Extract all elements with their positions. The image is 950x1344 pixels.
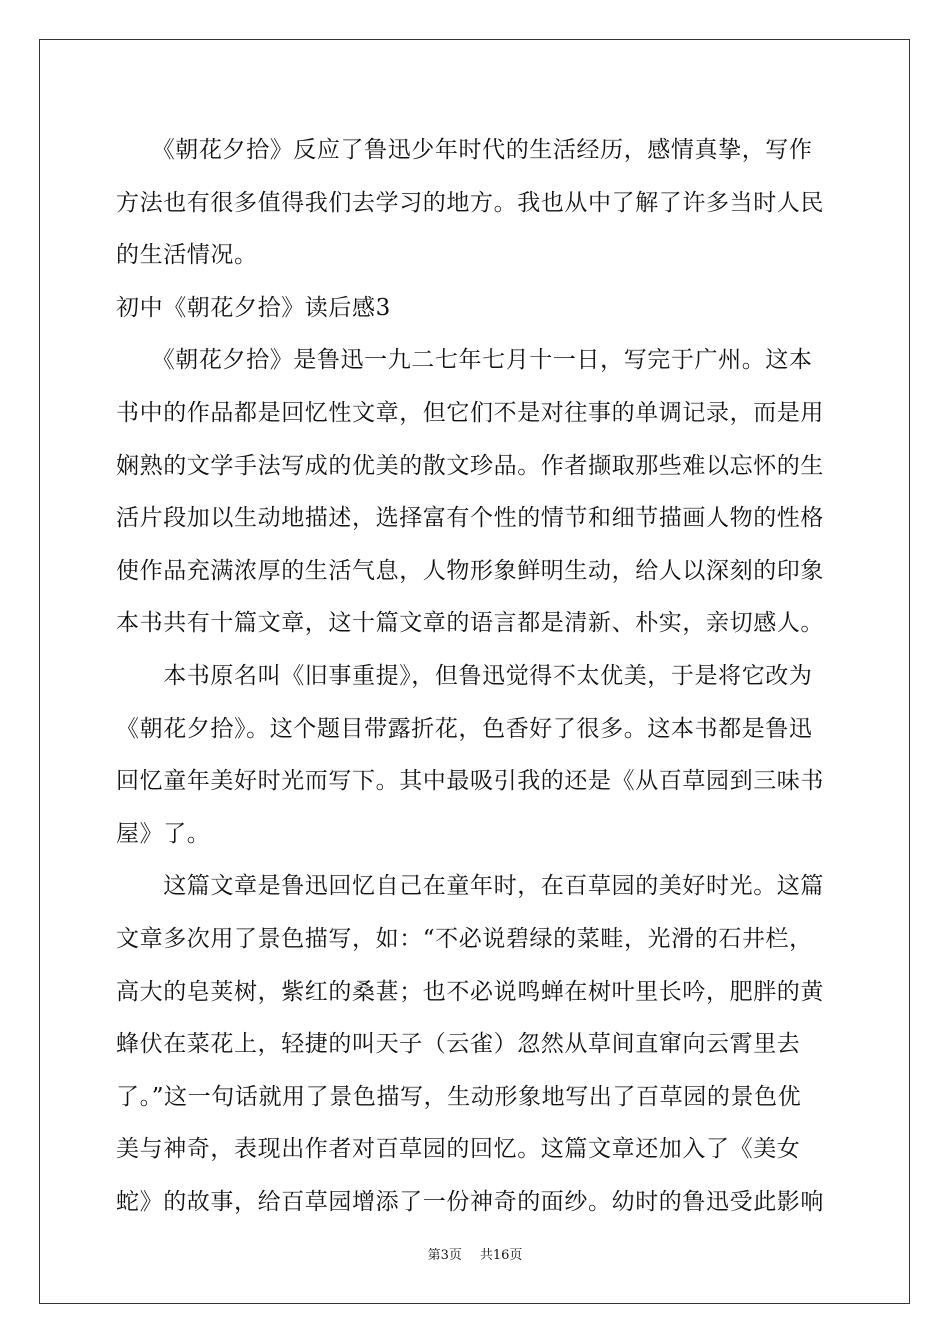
text-line: 蛇》的故事，给百草园增添了一份神奇的面纱。幼时的鲁迅受此影响	[116, 1188, 824, 1215]
text-line: 回忆童年美好时光而写下。其中最吸引我的还是《从百草园到三味书	[116, 768, 824, 795]
page-total: 共16页	[479, 1248, 523, 1263]
text-line: 屋》了。	[116, 820, 211, 847]
text-line: 方法也有很多值得我们去学习的地方。我也从中了解了许多当时人民	[116, 189, 824, 216]
text-line: 使作品充满浓厚的生活气息，人物形象鲜明生动，给人以深刻的印象	[116, 557, 824, 584]
text-line: 《朝花夕拾》反应了鲁迅少年时代的生活经历，感情真挚，写作	[116, 137, 813, 163]
text-line: 高大的皂荚树，紫红的桑葚；也不必说鸣蝉在树叶里长吟，肥胖的黄	[116, 978, 824, 1005]
text-line: 本书原名叫《旧事重提》，但鲁迅觉得不太优美，于是将它改为	[116, 662, 813, 689]
text-line: 文章多次用了景色描写，如：“不必说碧绿的菜畦，光滑的石井栏，	[116, 925, 813, 952]
text-line: 《朝花夕拾》。这个题目带露折花，色香好了很多。这本书都是鲁迅	[116, 715, 813, 742]
page-number: 第3页	[427, 1248, 462, 1263]
text-line: 娴熟的文学手法写成的优美的散文珍品。作者撷取那些难以忘怀的生	[116, 452, 824, 479]
page-footer	[0, 1247, 950, 1265]
text-line: 美与神奇，表现出作者对百草园的回忆。这篇文章还加入了《美女	[116, 1136, 801, 1163]
document-body	[116, 124, 834, 1228]
text-line: 书中的作品都是回忆性文章，但它们不是对往事的单调记录，而是用	[116, 399, 824, 426]
section-heading: 初中《朝花夕拾》读后感3	[116, 294, 391, 321]
text-line: 《朝花夕拾》是鲁迅一九二七年七月十一日，写完于广州。这本	[116, 347, 813, 374]
text-line: 这篇文章是鲁迅回忆自己在童年时，在百草园的美好时光。这篇	[116, 873, 824, 900]
text-line: 了。”这一句话就用了景色描写，生动形象地写出了百草园的景色优	[116, 1083, 802, 1110]
text-line: 的生活情况。	[116, 242, 258, 269]
text-line: 蜂伏在菜花上，轻捷的叫天子（云雀）忽然从草间直窜向云霄里去	[116, 1031, 801, 1058]
text-line: 活片段加以生动地描述，选择富有个性的情节和细节描画人物的性格	[116, 505, 824, 532]
text-line: 本书共有十篇文章，这十篇文章的语言都是清新、朴实，亲切感人。	[116, 610, 824, 637]
